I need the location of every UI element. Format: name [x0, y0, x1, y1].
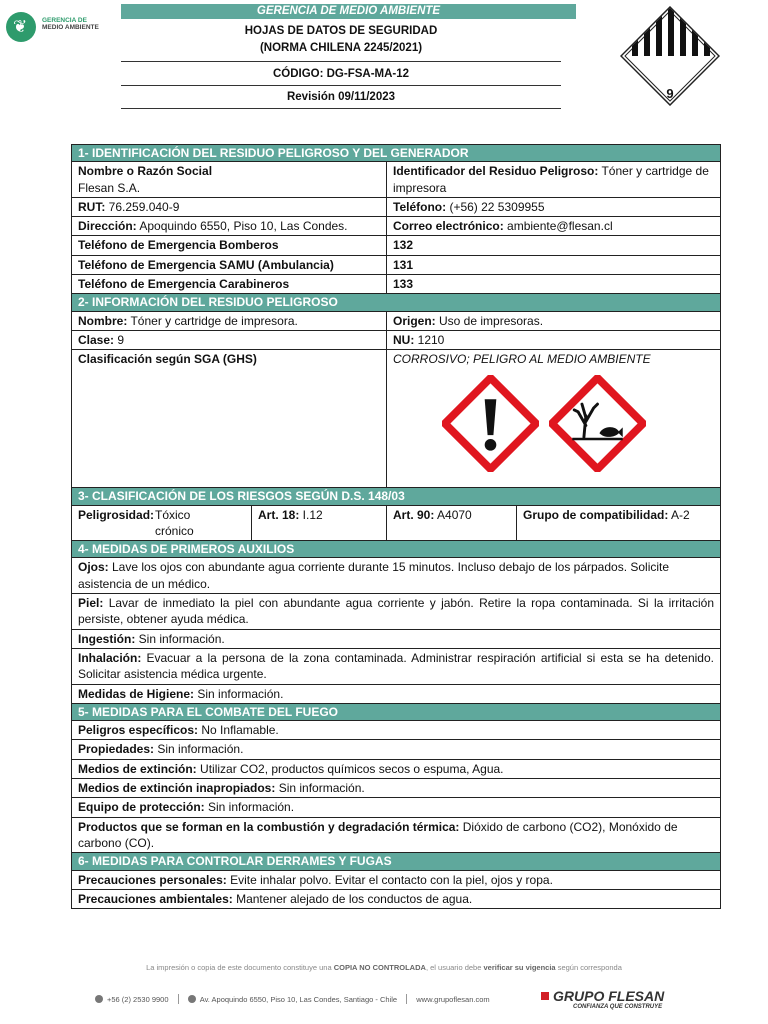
- grupo-label: Grupo de compatibilidad:: [523, 507, 669, 522]
- sga-value: CORROSIVO; PELIGRO AL MEDIO AMBIENTE: [393, 352, 651, 367]
- exclamation-mark-icon: [442, 375, 539, 472]
- title-line1: HOJAS DE DATOS DE SEGURIDAD: [244, 25, 438, 37]
- peligrosidad-label: Peligrosidad:: [78, 507, 155, 522]
- direccion-label: Dirección:: [78, 219, 137, 234]
- nombre-label: Nombre:: [78, 313, 128, 328]
- telefono-value: (+56) 22 5309955: [446, 199, 545, 214]
- identificador-value: Tóner y cartridge de impresora: [393, 164, 709, 195]
- environment-hazard-icon: [549, 375, 646, 472]
- bomberos-label: Teléfono de Emergencia Bomberos: [72, 236, 387, 255]
- section1-header-row: [72, 145, 721, 162]
- origen-value: Uso de impresoras.: [435, 313, 544, 328]
- piel-value: Lavar de inmediato la piel con abundante agua corriente y jabón. Retire la ropa contaminada. Si la irritación persiste, obtener ayuda médica.: [78, 596, 714, 627]
- telefono-label: Teléfono:: [393, 199, 447, 214]
- company-logo: [6, 8, 116, 48]
- section3-title: 3- CLASIFICACIÓN DE LOS RIESGOS SEGÚN D.S. 148/03: [72, 488, 721, 505]
- ingestion-value: Sin información.: [135, 631, 225, 646]
- ojos-label: Ojos:: [78, 560, 109, 575]
- art90-value: A4070: [434, 507, 472, 522]
- propiedades-value: Sin información.: [154, 742, 244, 757]
- equipo-proteccion-label: Equipo de protección:: [78, 800, 205, 815]
- table-row: [72, 648, 721, 684]
- nu-value: 1210: [414, 332, 445, 347]
- section5-title: 5- MEDIDAS PARA EL COMBATE DEL FUEGO: [72, 703, 721, 720]
- razon-social-value: Flesan S.A.: [78, 180, 141, 195]
- email-label: Correo electrónico:: [393, 219, 504, 234]
- title-line2: (NORMA CHILENA 2245/2021): [259, 42, 423, 54]
- table-row: [72, 721, 721, 740]
- higiene-label: Medidas de Higiene:: [78, 686, 195, 701]
- table-row: [72, 162, 721, 198]
- inhalacion-value: Evacuar a la persona de la zona contaminada. Administrar respiración artificial si esta se ha detenido. Solicitar asistencia médica urgente.: [78, 650, 714, 682]
- propiedades-label: Propiedades:: [78, 742, 155, 757]
- section5-header-row: [72, 703, 721, 720]
- extincion-inapropiados-value: Sin información.: [275, 781, 365, 796]
- art18-label: Art. 18:: [258, 507, 300, 522]
- logo-line2: MEDIO AMBIENTE: [42, 24, 99, 31]
- peligrosidad-value: Tóxico crónico: [155, 507, 194, 538]
- sga-label: Clasificación según SGA (GHS): [72, 350, 387, 488]
- nombre-value: Tóner y cartridge de impresora.: [127, 313, 298, 328]
- precauciones-ambientales-label: Precauciones ambientales:: [78, 891, 233, 906]
- section4-header-row: [72, 541, 721, 558]
- precauciones-personales-value: Evite inhalar polvo. Evitar el contacto con la piel, ojos y ropa.: [226, 872, 553, 887]
- rut-value: 76.259.040-9: [105, 199, 180, 214]
- precauciones-personales-label: Precauciones personales:: [78, 872, 227, 887]
- table-row: [72, 505, 721, 541]
- document-title: [121, 20, 561, 62]
- table-row: [72, 817, 721, 853]
- phone-icon: [95, 995, 103, 1003]
- clase-label: Clase:: [78, 332, 115, 347]
- clase-value: 9: [114, 332, 125, 347]
- samu-label: Teléfono de Emergencia SAMU (Ambulancia): [72, 255, 387, 274]
- table-row: [72, 684, 721, 703]
- medios-extincion-value: Utilizar CO2, productos químicos secos o espuma, Agua.: [196, 761, 504, 776]
- table-row: [72, 870, 721, 889]
- rut-label: RUT:: [78, 199, 106, 214]
- section3-header-row: [72, 488, 721, 505]
- ingestion-label: Ingestión:: [78, 631, 136, 646]
- footer-disclaimer: La impresión o copia de este documento constituye una COPIA NO CONTROLADA, el usuario debe verificar su vigencia según corresponda: [146, 963, 622, 972]
- document-code: CÓDIGO: DG-FSA-MA-12: [121, 63, 561, 86]
- extincion-inapropiados-label: Medios de extinción inapropiados:: [78, 781, 276, 796]
- grupo-value: A-2: [668, 507, 690, 522]
- table-row: [72, 629, 721, 648]
- table-row: [72, 558, 721, 594]
- direccion-value: Apoquindo 6550, Piso 10, Las Condes.: [136, 219, 348, 234]
- table-row: [72, 197, 721, 216]
- section1-title: 1- IDENTIFICACIÓN DEL RESIDUO PELIGROSO Y DEL GENERADOR: [72, 145, 721, 162]
- brand-name: GRUPO FLESAN: [553, 988, 665, 1004]
- table-row: [72, 889, 721, 908]
- footer-phone: +56 (2) 2530 9900: [107, 995, 169, 1004]
- peligros-especificos-label: Peligros específicos:: [78, 723, 199, 738]
- document-revision: Revisión 09/11/2023: [121, 86, 561, 109]
- samu-value: 131: [387, 255, 721, 274]
- art18-value: I.12: [299, 507, 323, 522]
- carabineros-label: Teléfono de Emergencia Carabineros: [72, 275, 387, 294]
- table-row: [72, 330, 721, 349]
- table-row: [72, 217, 721, 236]
- table-row: [72, 236, 721, 255]
- table-row: [72, 275, 721, 294]
- art90-label: Art. 90:: [393, 507, 435, 522]
- table-row: [72, 759, 721, 778]
- class9-hazard-label-icon: [620, 6, 720, 106]
- productos-combustion-label: Productos que se forman en la combustión y degradación térmica:: [78, 819, 460, 834]
- footer-contact: [95, 994, 490, 1004]
- higiene-value: Sin información.: [194, 686, 284, 701]
- section6-title: 6- MEDIDAS PARA CONTROLAR DERRAMES Y FUGAS: [72, 853, 721, 870]
- section2-title: 2- INFORMACIÓN DEL RESIDUO PELIGROSO: [72, 294, 721, 311]
- identificador-label: Identificador del Residuo Peligroso:: [393, 164, 599, 179]
- carabineros-value: 133: [387, 275, 721, 294]
- table-row: [72, 779, 721, 798]
- logo-line1: GERENCIA DE: [42, 17, 87, 24]
- brand-square-icon: [541, 992, 549, 1000]
- bomberos-value: 132: [387, 236, 721, 255]
- table-row: [72, 594, 721, 630]
- location-icon: [188, 995, 196, 1003]
- table-row: [72, 255, 721, 274]
- nu-label: NU:: [393, 332, 415, 347]
- leaf-icon: ❦: [6, 12, 36, 42]
- inhalacion-label: Inhalación:: [78, 650, 142, 665]
- precauciones-ambientales-value: Mantener alejado de los conductos de agua.: [232, 891, 473, 906]
- brand-tagline: CONFIANZA QUE CONSTRUYE: [573, 1004, 663, 1010]
- table-row: [72, 311, 721, 330]
- origen-label: Origen:: [393, 313, 436, 328]
- productos-combustion-value: Dióxido de carbono (CO2), Monóxido de carbono (CO).: [78, 819, 678, 850]
- section2-header-row: [72, 294, 721, 311]
- table-row: [72, 798, 721, 817]
- hazard-class-number: 9: [666, 86, 674, 101]
- equipo-proteccion-value: Sin información.: [204, 800, 295, 815]
- safety-data-table: [71, 144, 721, 909]
- footer-website-link[interactable]: www.grupoflesan.com: [416, 995, 490, 1004]
- peligros-especificos-value: No Inflamable.: [198, 723, 279, 738]
- section6-header-row: [72, 853, 721, 870]
- medios-extincion-label: Medios de extinción:: [78, 761, 197, 776]
- footer-address: Av. Apoquindo 6550, Piso 10, Las Condes, Santiago - Chile: [199, 995, 398, 1004]
- table-row: [72, 350, 721, 488]
- section4-title: 4- MEDIDAS DE PRIMEROS AUXILIOS: [72, 541, 721, 558]
- razon-social-label: Nombre o Razón Social: [78, 164, 213, 179]
- header-band: GERENCIA DE MEDIO AMBIENTE: [121, 4, 576, 19]
- table-row: [72, 740, 721, 759]
- piel-label: Piel:: [78, 596, 104, 611]
- ojos-value: Lave los ojos con abundante agua corriente durante 15 minutos. Incluso debajo de los párpados. Solicite asistencia de un médico.: [78, 560, 670, 591]
- email-value: ambiente@flesan.cl: [503, 219, 613, 234]
